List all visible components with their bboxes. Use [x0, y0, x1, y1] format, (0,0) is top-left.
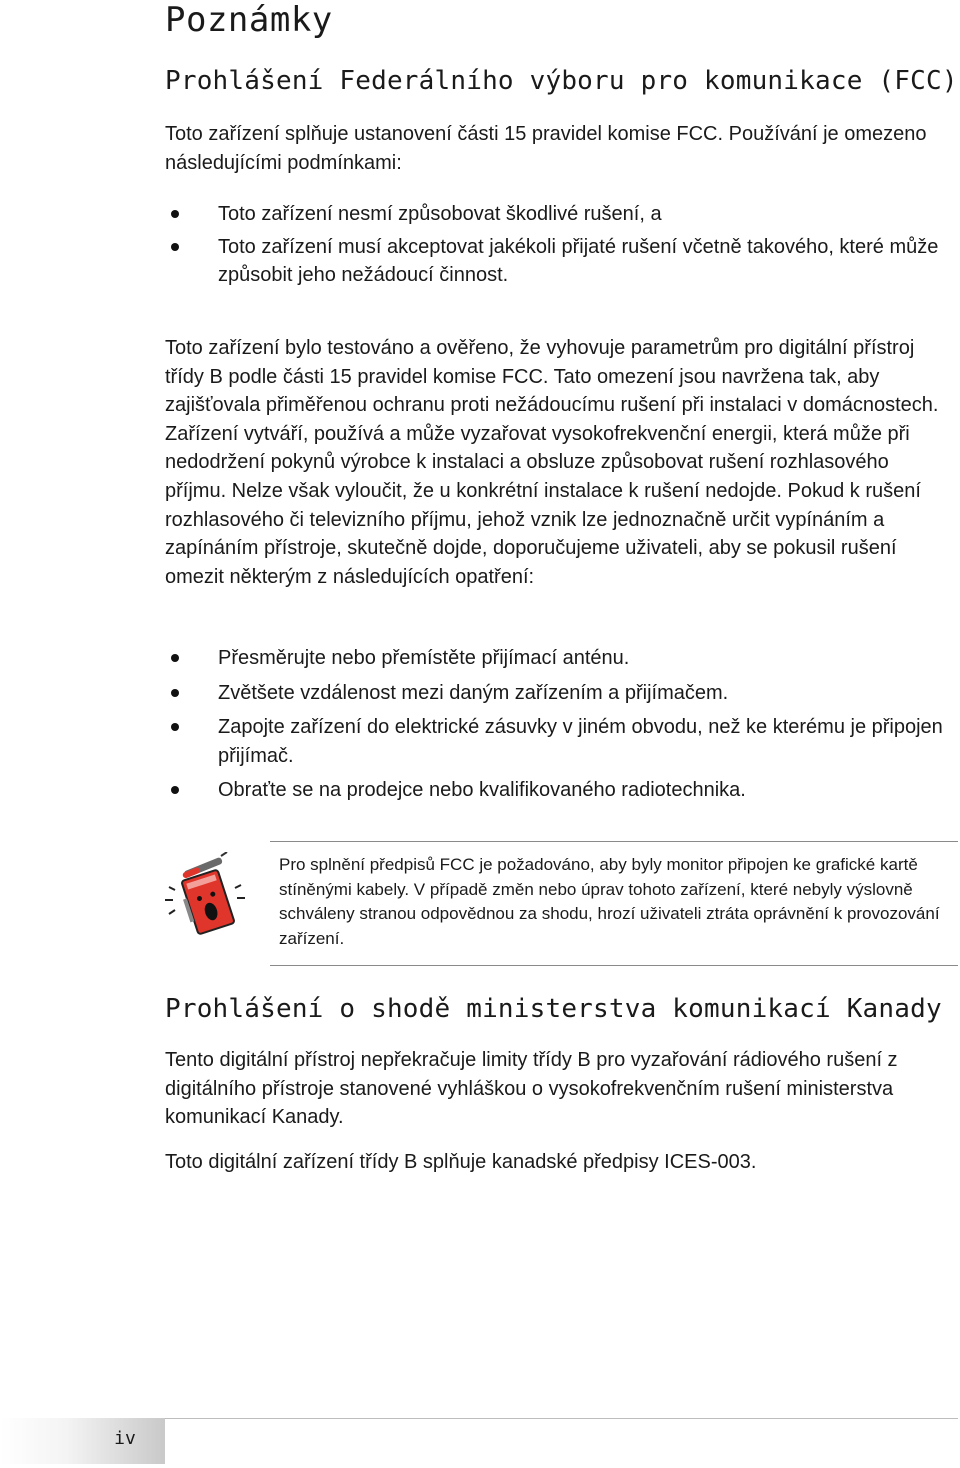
card-icon	[177, 869, 234, 935]
bullet-icon	[171, 210, 179, 218]
fcc-measures-list	[165, 644, 955, 805]
fcc-intro: Toto zařízení splňuje ustanovení části 15 pravidel komise FCC. Používání je omezeno následujícími podmínkami:	[165, 123, 927, 174]
footer-divider	[165, 1418, 958, 1419]
page-number: iv	[114, 1428, 136, 1449]
page-title: Poznámky	[165, 0, 333, 40]
list-item-text: Přesměrujte nebo přemístěte přijímací anténu.	[218, 647, 630, 669]
note-box	[270, 841, 958, 966]
list-item	[165, 713, 955, 770]
bullet-icon	[171, 786, 179, 794]
list-item-text: Obraťte se na prodejce nebo kvalifikovaného radiotechnika.	[218, 779, 746, 802]
list-item-text: Zapojte zařízení do elektrické zásuvky v jiném obvodu, než ke kterému je připojen přijímač.	[218, 716, 943, 767]
bullet-icon	[171, 689, 179, 697]
list-item-text: Toto zařízení nesmí způsobovat škodlivé rušení, a	[218, 203, 662, 225]
bullet-icon	[171, 654, 179, 662]
list-item-text: Toto zařízení musí akceptovat jakékoli přijaté rušení včetně takového, které může způsobit jeho nežádoucí činnost.	[218, 235, 939, 287]
list-item	[165, 679, 955, 708]
list-item	[165, 776, 955, 805]
canada-heading: Prohlášení o shodě ministerstva komunikací Kanady	[165, 994, 942, 1024]
fcc-heading: Prohlášení Federálního výboru pro komunikace (FCC)	[165, 66, 958, 96]
canada-paragraph: Tento digitální přístroj nepřekračuje limity třídy B pro vyzařování rádiového rušení z digitálního přístroje stanovené vyhláškou o vysokofrekvenčním rušení ministerstva komunikací Kanady.	[165, 1049, 898, 1129]
note-text: Pro splnění předpisů FCC je požadováno, aby byly monitor připojen ke grafické kartě stíněnými kabely. V případě změn nebo úprav tohoto zařízení, které nebyly výslovně schváleny stranou odpovědnou za shodu, hrozí uživateli ztráta oprávnění k provozování zařízení.	[279, 855, 940, 948]
list-item	[165, 644, 955, 673]
list-item-text: Zvětšete vzdálenost mezi daným zařízením a přijímačem.	[218, 681, 729, 704]
list-item	[165, 200, 955, 229]
bullet-icon	[171, 243, 179, 251]
canada-ices-statement: Toto digitální zařízení třídy B splňuje kanadské předpisy ICES-003.	[165, 1151, 757, 1173]
bullet-icon	[171, 723, 179, 731]
warning-card-icon	[163, 852, 253, 942]
list-item	[165, 233, 955, 290]
fcc-conditions-list	[165, 200, 955, 290]
fcc-body: Toto zařízení bylo testováno a ověřeno, že vyhovuje parametrům pro digitální přístroj třídy B podle části 15 pravidel komise FCC. Tato omezení jsou navržena tak, aby zajišťovala přiměřenou ochranu proti nežádoucímu rušení při instalaci v domácnostech. Zařízení vytváří, používá a může vyzařovat vysokofrekvenční energii, která může při nedodržení pokynů výrobce k instalaci a obsluze způsobovat rušení rozhlasového příjmu. Nelze však vyloučit, že u konkrétní instalace k rušení nedojde. Pokud k rušení rozhlasového či televizního příjmu, jehož vznik lze jednoznačně určit vypínáním a zapínáním přístroje, skutečně dojde, doporučujeme uživateli, aby se pokusil rušení omezit některým z následujících opatření:	[165, 337, 939, 588]
